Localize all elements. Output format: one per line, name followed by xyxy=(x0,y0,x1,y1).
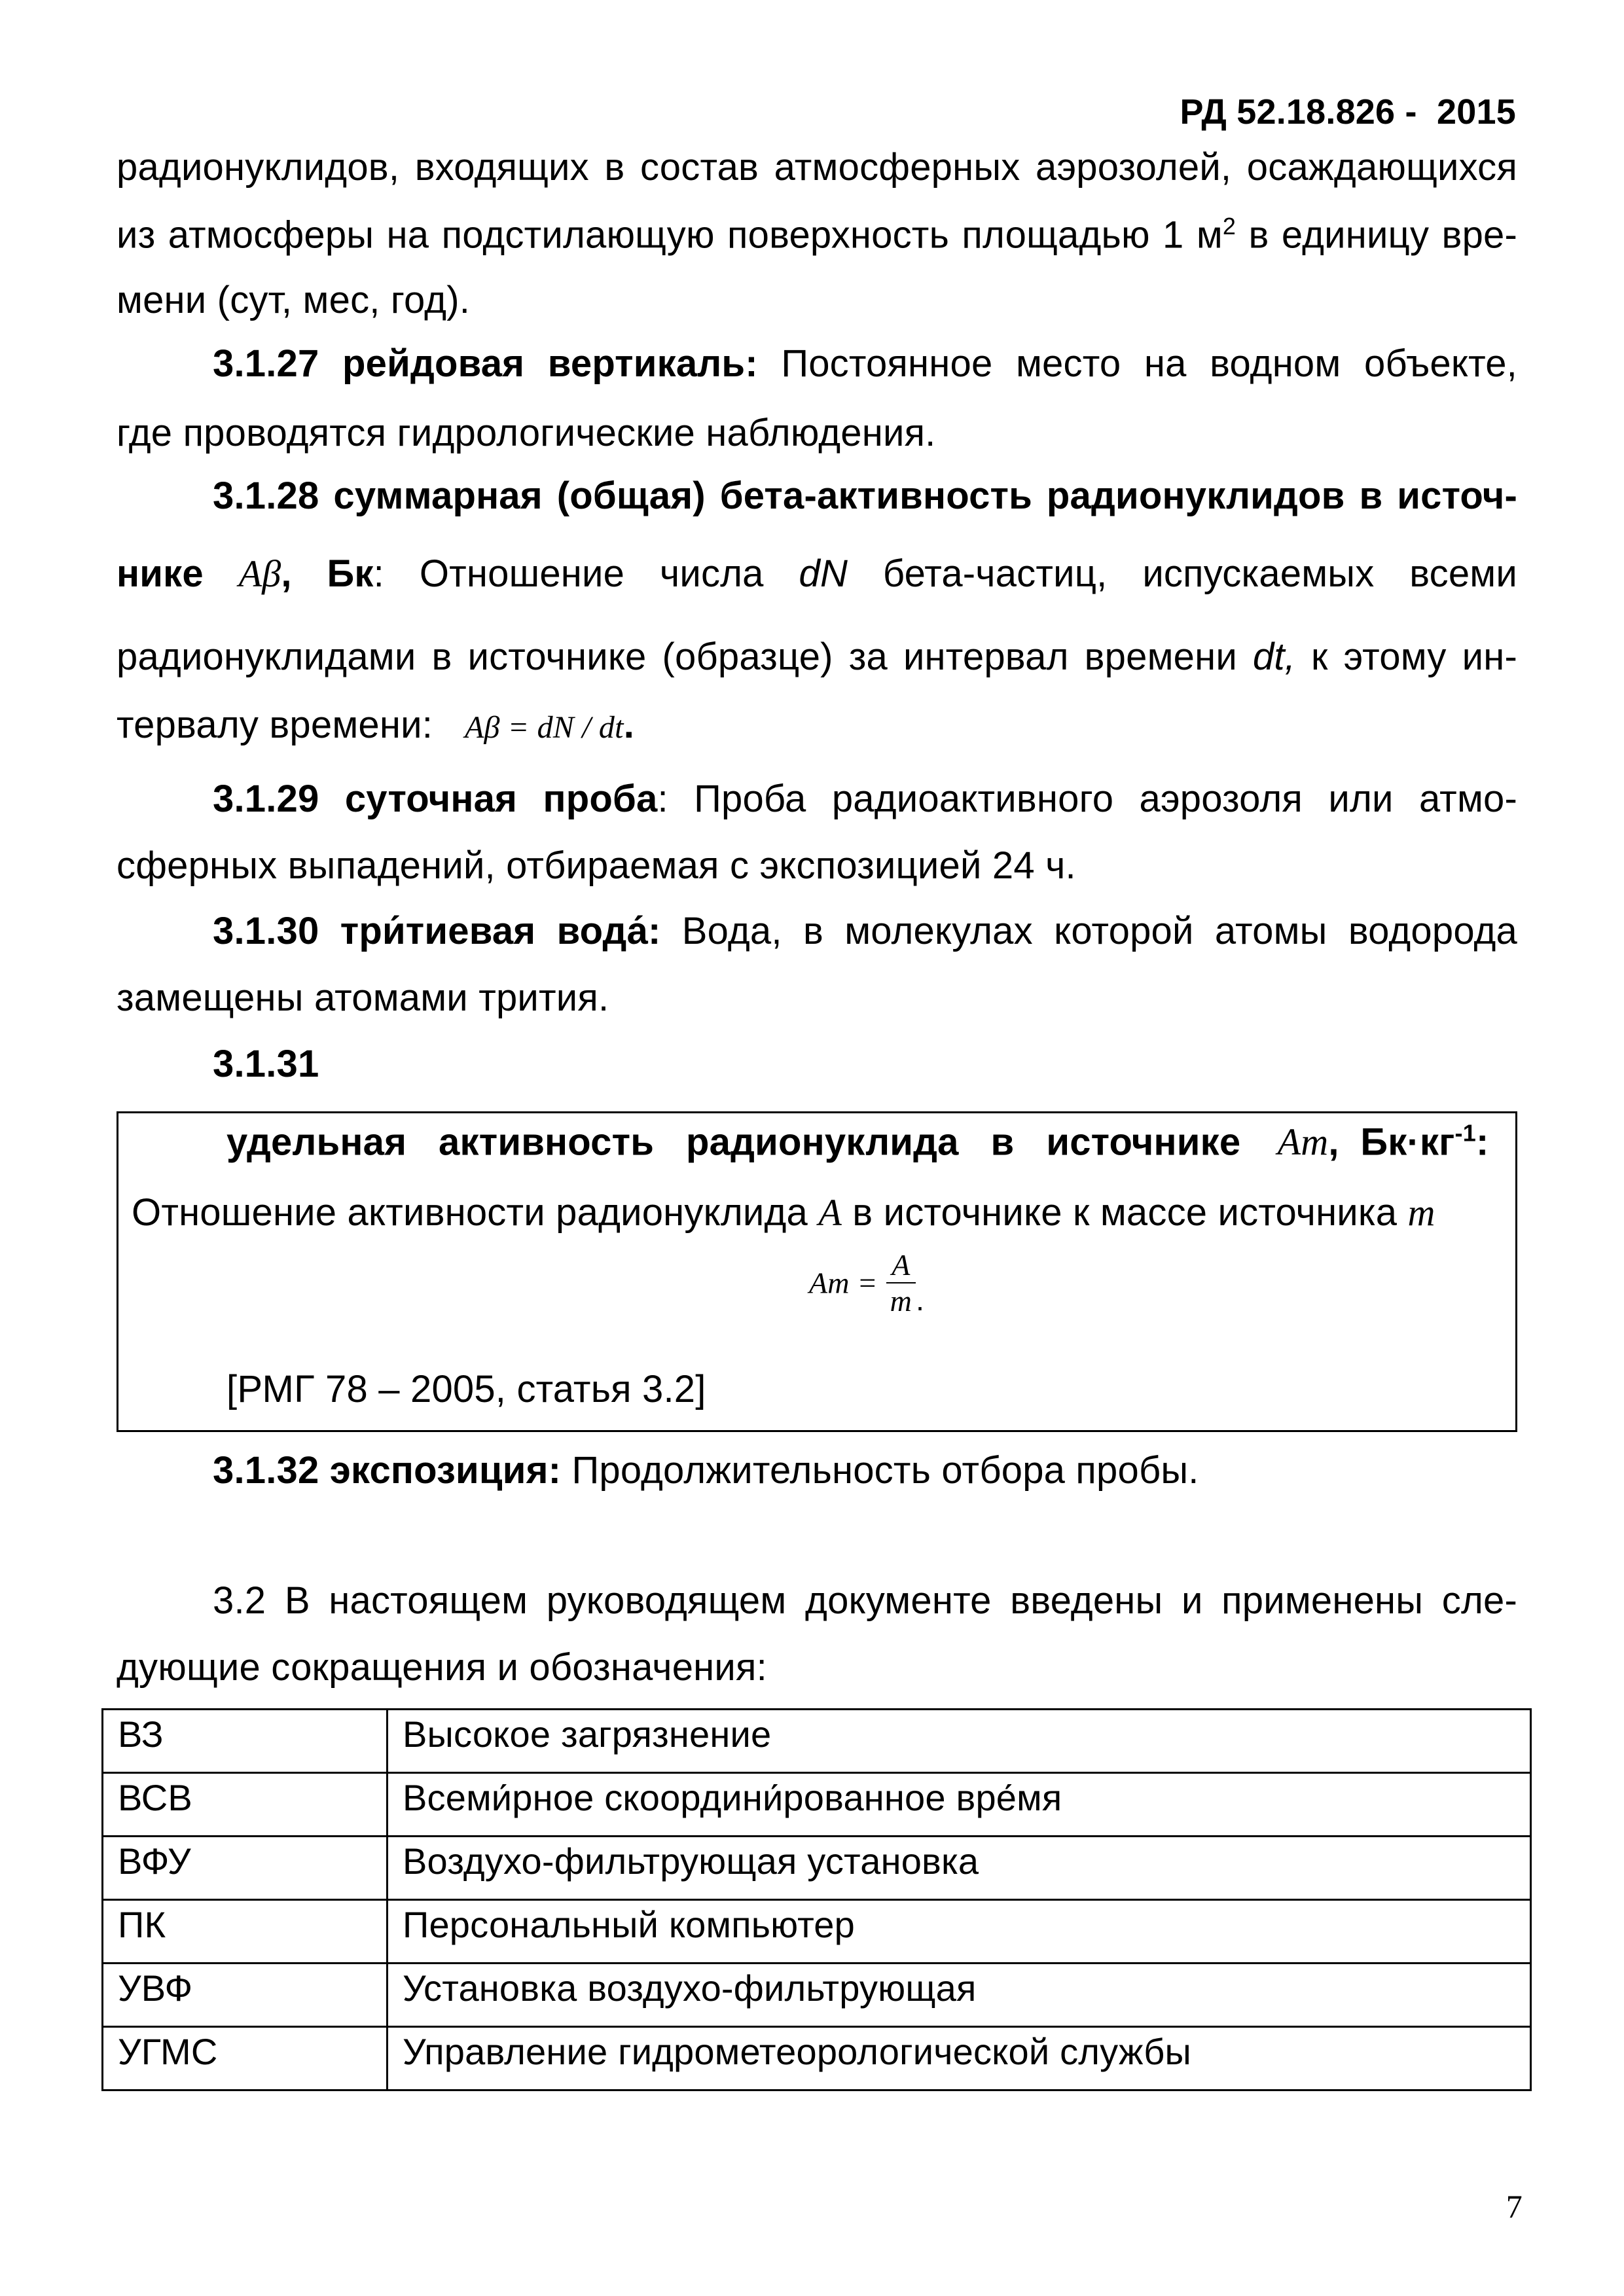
abbreviation-cell: ВСВ xyxy=(103,1773,388,1837)
term-title: удельная активность радионуклида в источнике xyxy=(226,1121,1241,1164)
term-definition: Постоянное место на водном объекте, xyxy=(757,342,1517,385)
abbreviation-cell: ВФУ xyxy=(103,1837,388,1900)
specific-activity-symbol: Am xyxy=(1277,1121,1329,1164)
beta-formula: Aβ = dN / dt xyxy=(464,710,624,745)
line-text: тервалу времени: xyxy=(117,704,433,746)
line-text: радионуклидами в источнике (образце) за интервал времени xyxy=(117,636,1237,678)
box-definition-line xyxy=(132,1191,1435,1234)
abbreviations-table-body xyxy=(103,1710,1531,2090)
term-3-1-31-box xyxy=(117,1111,1517,1432)
dt-symbol: dt, xyxy=(1252,636,1296,678)
term-3-1-28 xyxy=(213,474,1517,518)
term-title: 3.1.32 экспозиция: xyxy=(213,1449,562,1492)
term-definition-cont: бета-частиц, испускаемых всеми xyxy=(882,552,1517,595)
meaning-cell: Всеми́рное скоордини́рованное вре́мя xyxy=(388,1773,1531,1837)
intro-line-2-b: в единицу вре- xyxy=(1236,213,1517,257)
term-3-1-29 xyxy=(213,777,1517,821)
specific-activity-formula xyxy=(809,1247,924,1318)
term-definition: Вода, в молекулах которой атомы водорода xyxy=(660,910,1518,952)
term-3-1-29-line-2: сферных выпадений, отбираемая с экспозицией 24 ч. xyxy=(117,844,1076,887)
formula-period: . xyxy=(916,1283,925,1318)
abbreviation-cell: ПК xyxy=(103,1900,388,1964)
term-3-1-28-line-4 xyxy=(117,703,1517,747)
term-definition: : Проба радиоактивного аэрозоля или атмо- xyxy=(657,778,1517,820)
term-number: 3.1.31 xyxy=(213,1043,319,1085)
intro-line-2 xyxy=(117,213,1517,257)
term-3-1-27-line-2: где проводятся гидрологические наблюдения. xyxy=(117,412,936,454)
colon: : xyxy=(1475,1121,1489,1164)
formula-denominator: m xyxy=(890,1284,912,1318)
term-3-1-32 xyxy=(213,1448,1517,1492)
unit-superscript: -1 xyxy=(1454,1120,1476,1147)
meaning-cell: Воздухо-фильтрующая установка xyxy=(388,1837,1531,1900)
term-title: 3.1.30 три́тиевая вода́: xyxy=(213,910,661,952)
definition-text: Отношение активности радионуклида xyxy=(132,1191,808,1234)
term-title: 3.1.28 суммарная (общая) бета-активность радионуклидов в источ- xyxy=(213,475,1517,517)
term-definition: : Отношение числа xyxy=(373,552,764,595)
table-row xyxy=(103,1773,1531,1837)
abbreviation-cell: УГМС xyxy=(103,2027,388,2090)
meaning-cell: Установка воздухо-фильтрующая xyxy=(388,1964,1531,2027)
table-row xyxy=(103,1900,1531,1964)
term-title: 3.1.27 рейдовая вертикаль: xyxy=(213,342,758,385)
formula-lhs: Am = xyxy=(809,1266,878,1300)
intro-line-1: радионуклидов, входящих в состав атмосферных аэрозолей, осаждающихся xyxy=(117,146,1517,188)
beta-activity-symbol: Aβ xyxy=(238,552,281,595)
abbreviation-cell: ВЗ xyxy=(103,1710,388,1773)
table-row xyxy=(103,1837,1531,1900)
table-row xyxy=(103,1964,1531,2027)
section-3-2-line-2: дующие сокращения и обозначения: xyxy=(117,1646,767,1689)
formula-fraction xyxy=(886,1247,916,1318)
page-number: 7 xyxy=(1506,2188,1523,2225)
term-3-1-30 xyxy=(213,909,1517,953)
period: . xyxy=(623,704,635,746)
term-3-1-30-line-2: замещены атомами трития. xyxy=(117,977,609,1019)
unit: , Бк·кг xyxy=(1328,1121,1455,1164)
intro-line-2-a: из атмосферы на подстилающую поверхность площадью 1 м xyxy=(117,213,1223,257)
superscript: 2 xyxy=(1222,213,1236,240)
term-title-cont: нике xyxy=(117,552,204,595)
term-3-1-31-number xyxy=(213,1042,1517,1086)
meaning-cell: Персональный компьютер xyxy=(388,1900,1531,1964)
definition-text-cont: в источнике к массе источника xyxy=(852,1191,1398,1234)
section-3-2-line-1: 3.2 В настоящем руководящем документе введены и применены сле- xyxy=(213,1579,1517,1622)
line-text-cont: к этому ин- xyxy=(1311,636,1517,678)
term-definition: Продолжительность отбора пробы. xyxy=(561,1449,1199,1492)
intro-line-3: мени (сут, мес, год). xyxy=(117,279,471,321)
document-header: РД 52.18.826 - 2015 xyxy=(1180,92,1516,132)
box-reference: [РМГ 78 – 2005, статья 3.2] xyxy=(226,1368,706,1410)
abbreviations-table xyxy=(101,1708,1532,2091)
table-row xyxy=(103,1710,1531,1773)
term-3-1-28-line-2 xyxy=(117,552,1517,596)
table-row xyxy=(103,2027,1531,2090)
unit: , Бк xyxy=(281,552,374,595)
mass-symbol: m xyxy=(1407,1191,1435,1234)
term-3-1-27 xyxy=(213,342,1517,386)
formula-numerator: A xyxy=(886,1247,916,1283)
meaning-cell: Высокое загрязнение xyxy=(388,1710,1531,1773)
box-term-line xyxy=(226,1120,1496,1164)
abbreviation-cell: УВФ xyxy=(103,1964,388,2027)
dn-symbol: dN xyxy=(799,552,848,595)
term-3-1-28-line-3 xyxy=(117,635,1517,679)
term-title: 3.1.29 суточная проба xyxy=(213,778,658,820)
activity-symbol: A xyxy=(818,1191,842,1234)
meaning-cell: Управление гидрометеорологической службы xyxy=(388,2027,1531,2090)
